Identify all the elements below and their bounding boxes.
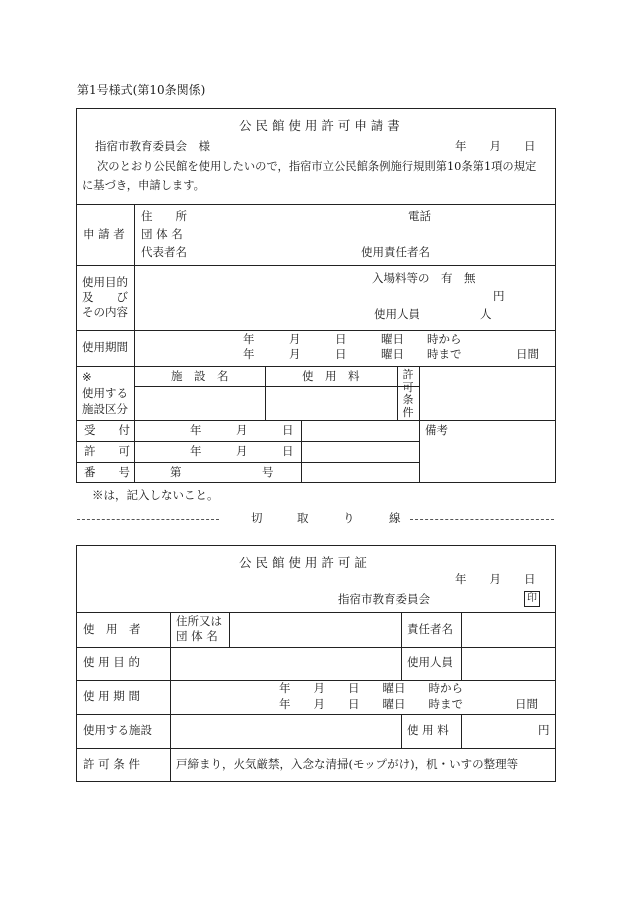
office-use-mark: ※ bbox=[82, 370, 92, 384]
address-or-group-label: 団 体 名 bbox=[176, 629, 218, 643]
divider bbox=[76, 366, 556, 367]
facility-name-header: 施 設 名 bbox=[171, 369, 229, 383]
divider bbox=[397, 366, 398, 420]
headcount-label: 使用人員 bbox=[374, 307, 420, 321]
seal-box: 印 bbox=[524, 591, 540, 607]
persons-unit: 人 bbox=[480, 307, 492, 321]
remarks-label: 備考 bbox=[425, 423, 448, 437]
number-label: 番 号 bbox=[84, 465, 130, 479]
address-label: 住 所 bbox=[141, 209, 187, 223]
headcount-label: 使用人員 bbox=[407, 655, 453, 669]
group-name-label: 団 体 名 bbox=[141, 227, 183, 241]
divider bbox=[76, 441, 419, 442]
receipt-label: 受 付 bbox=[84, 423, 130, 437]
period-from: 年 月 日 曜日 時から bbox=[243, 332, 462, 346]
purpose-label: 使用目的 bbox=[82, 275, 128, 289]
number-prefix: 第 bbox=[170, 465, 182, 479]
period-label: 使用期間 bbox=[82, 340, 128, 354]
number-suffix: 号 bbox=[262, 465, 274, 479]
intro-line-1: 次のとおり公民館を使用したいので，指宿市立公民館条例施行規則第10条第1項の規定 bbox=[97, 160, 537, 173]
applicant-label: 申 請 者 bbox=[83, 227, 125, 241]
days-unit: 日間 bbox=[516, 347, 539, 361]
receipt-date: 年 月 日 bbox=[190, 423, 294, 437]
form-number: 第1号様式(第10条関係) bbox=[77, 83, 206, 97]
facility-label: 施設区分 bbox=[82, 402, 128, 416]
conditions-label: 許 可 条 件 bbox=[83, 757, 140, 771]
period-from: 年 月 日 曜日 時から bbox=[279, 681, 463, 695]
addressee: 指宿市教育委員会 様 bbox=[95, 139, 210, 153]
divider bbox=[76, 462, 419, 463]
user-label: 使 用 者 bbox=[83, 622, 141, 636]
yen-unit: 円 bbox=[493, 289, 505, 303]
facility-label: 使用する bbox=[82, 386, 128, 400]
dashed-line bbox=[410, 519, 554, 520]
permit-date: 年 月 日 bbox=[190, 444, 294, 458]
intro-line-2: に基づき，申請します。 bbox=[82, 179, 205, 192]
divider bbox=[301, 420, 302, 483]
conditions-text: 戸締まり，火気厳禁，入念な清掃(モップがけ)，机・いすの整理等 bbox=[176, 757, 519, 771]
period-label: 使 用 期 間 bbox=[83, 689, 140, 703]
divider bbox=[419, 366, 420, 483]
permit-conditions-header: 許可条件 bbox=[402, 368, 414, 419]
divider bbox=[401, 612, 402, 680]
divider bbox=[134, 204, 135, 483]
issuer: 指宿市教育委員会 bbox=[338, 592, 430, 606]
phone-label: 電話 bbox=[408, 209, 431, 223]
days-unit: 日間 bbox=[515, 697, 538, 711]
dashed-line bbox=[77, 519, 219, 520]
divider bbox=[76, 612, 556, 613]
purpose-label: 及 び bbox=[82, 290, 128, 304]
divider bbox=[76, 265, 556, 266]
responsible-person-label: 使用責任者名 bbox=[361, 245, 430, 259]
application-title: 公 民 館 使 用 許 可 申 請 書 bbox=[239, 118, 400, 133]
divider bbox=[134, 386, 419, 387]
application-date: 年 月 日 bbox=[455, 139, 536, 153]
permit-title: 公 民 館 使 用 許 可 証 bbox=[239, 555, 367, 570]
divider bbox=[170, 612, 171, 782]
address-or-group-label: 住所又は bbox=[176, 614, 222, 628]
divider bbox=[76, 748, 556, 749]
usage-fee-header: 使 用 料 bbox=[302, 369, 360, 383]
responsible-person-label: 責任者名 bbox=[407, 622, 453, 636]
divider bbox=[76, 330, 556, 331]
admission-fee-question: 入場料等の 有 無 bbox=[372, 271, 476, 285]
divider bbox=[76, 204, 556, 205]
fee-label: 使 用 料 bbox=[407, 723, 449, 737]
divider bbox=[265, 366, 266, 420]
facility-label: 使用する施設 bbox=[83, 723, 152, 737]
divider bbox=[76, 714, 556, 715]
office-use-note: ※は，記入しないこと。 bbox=[92, 488, 219, 502]
divider bbox=[229, 612, 230, 647]
divider bbox=[76, 420, 556, 421]
yen-unit: 円 bbox=[538, 723, 550, 737]
purpose-label: 使 用 目 的 bbox=[83, 655, 140, 669]
divider bbox=[461, 612, 462, 680]
divider bbox=[401, 714, 402, 748]
permit-date: 年 月 日 bbox=[455, 572, 536, 586]
representative-label: 代表者名 bbox=[141, 245, 187, 259]
period-to: 年 月 日 曜日 時まで bbox=[279, 697, 463, 711]
divider bbox=[76, 647, 556, 648]
period-to: 年 月 日 曜日 時まで bbox=[243, 347, 462, 361]
cut-line-label: 切 取 り 線 bbox=[251, 511, 401, 525]
divider bbox=[461, 714, 462, 748]
purpose-label: その内容 bbox=[82, 305, 128, 319]
permit-label: 許 可 bbox=[84, 444, 130, 458]
